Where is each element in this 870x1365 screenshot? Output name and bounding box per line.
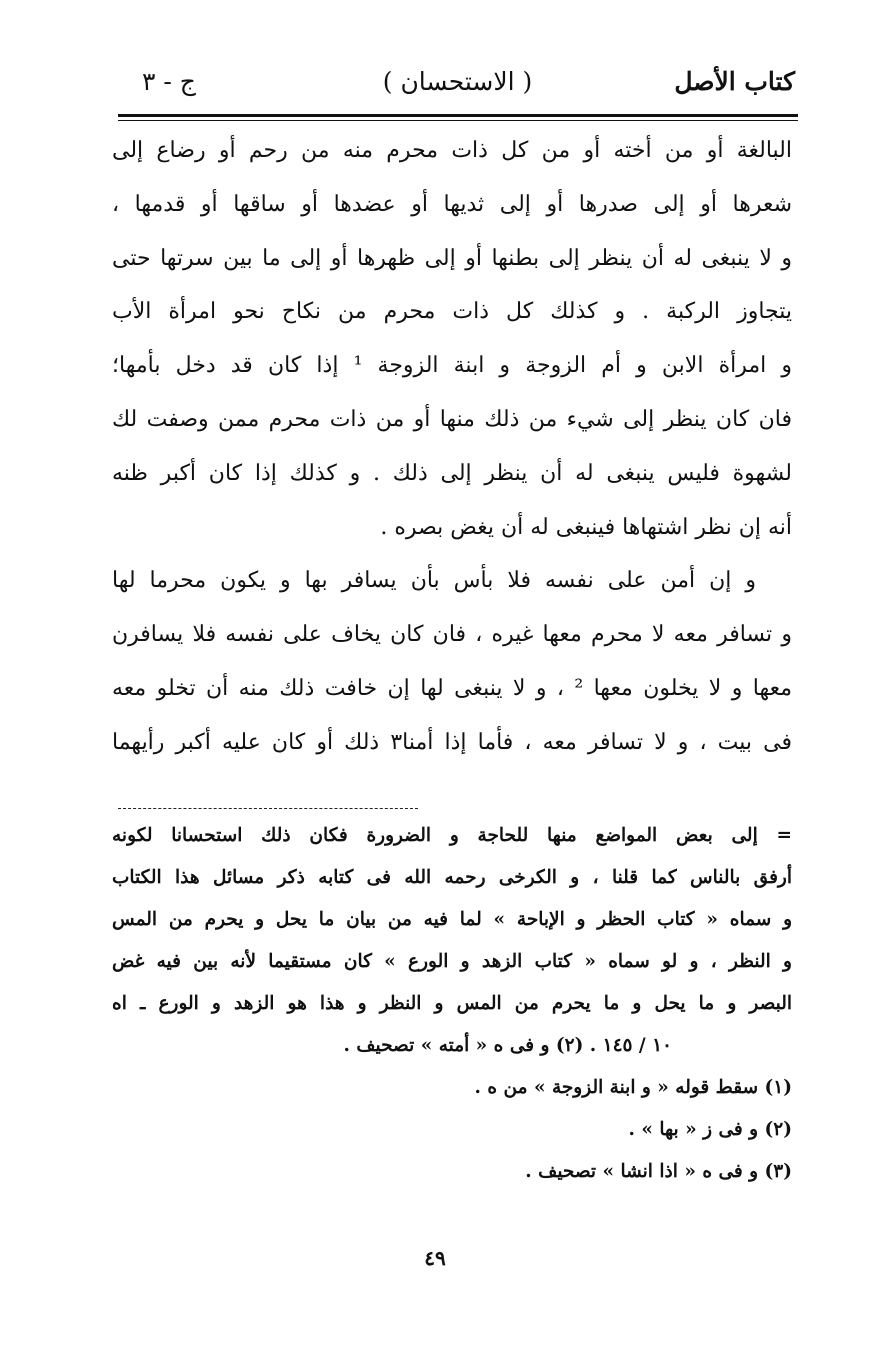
text-line: و إن أمن على نفسه فلا بأس بأن يسافر بها و يكون محرما لها — [112, 568, 756, 594]
footnotes — [112, 815, 792, 1193]
text-line: و تسافر معه لا محرم معها غيره ، فان كان يخاف على نفسه فلا يسافرن — [112, 622, 792, 648]
footnote-line: ١٠ / ١٤٥ . (٢) و فى ه « أمته » تصحيف . — [343, 1035, 672, 1056]
footnote-line: و النظر ، و لو سماه « كتاب الزهد و الورع » كان مستقيما لأنه بين فيه غض — [112, 951, 792, 972]
page-number: ٤٩ — [424, 1246, 446, 1270]
text-line: فان كان ينظر إلى شيء من ذلك منها أو من ذات محرم ممن وصفت لك — [112, 406, 792, 432]
footnote-item: (٣) و فى ه « اذا انشا » تصحيف . — [525, 1161, 792, 1182]
text-line: فى بيت ، و لا تسافر معه ، فأما إذا أمنا٣ ذلك أو كان عليه أكبر رأيهما — [112, 729, 792, 755]
footnote-item: (١) سقط قوله « و ابنة الزوجة » من ه . — [474, 1077, 792, 1098]
footnote-separator — [118, 808, 418, 809]
footnote-line: = إلى بعض المواضع منها للحاجة و الضرورة فكان ذلك استحسانا لكونه — [112, 825, 792, 846]
text-line: لشهوة فليس ينبغى له أن ينظر إلى ذلك . و كذلك إذا كان أكبر ظنه — [112, 460, 792, 486]
page-header — [120, 62, 795, 102]
text-line: شعرها أو إلى صدرها أو إلى ثديها أو عضدها أو ساقها أو قدمها ، — [112, 191, 792, 217]
header-rule-thick — [118, 114, 798, 117]
chapter-title: ( الاستحسان ) — [382, 67, 533, 96]
footnote-line: أرفق بالناس كما قلنا ، و الكرخى رحمه الله فى كتابه ذكر مسائل هذا الكتاب — [112, 867, 792, 888]
header-rule-thin — [118, 120, 798, 121]
footnote-item: (٢) و فى ز « بها » . — [628, 1119, 792, 1140]
footnote-line: البصر و ما يحل و ما يحرم من المس و النظر و هذا هو الزهد و الورع ـ اه — [112, 993, 792, 1014]
main-text — [112, 124, 792, 770]
footnote-line: و سماه « كتاب الحظر و الإباحة » لما فيه من بيان ما يحل و يحرم من المس — [112, 909, 792, 930]
text-line: يتجاوز الركبة . و كذلك كل ذات محرم من نكاح نحو امرأة الأب — [112, 299, 792, 325]
text-line: أنه إن نظر اشتهاها فينبغى له أن يغض بصره . — [380, 514, 792, 540]
book-title: كتاب الأصل — [674, 67, 795, 96]
volume-number: ج - ٣ — [142, 67, 196, 96]
text-line: و لا ينبغى له أن ينظر إلى بطنها أو إلى ظهرها أو إلى ما بين سرتها حتى — [112, 245, 792, 271]
text-line: البالغة أو من أخته أو من كل ذات محرم منه من رحم أو رضاع إلى — [112, 138, 792, 163]
text-line: معها و لا يخلون معها ² ، و لا ينبغى لها إن خافت ذلك منه أن تخلو معه — [112, 675, 792, 701]
text-line: و امرأة الابن و أم الزوجة و ابنة الزوجة ¹ إذا كان قد دخل بأمها؛ — [112, 353, 792, 379]
